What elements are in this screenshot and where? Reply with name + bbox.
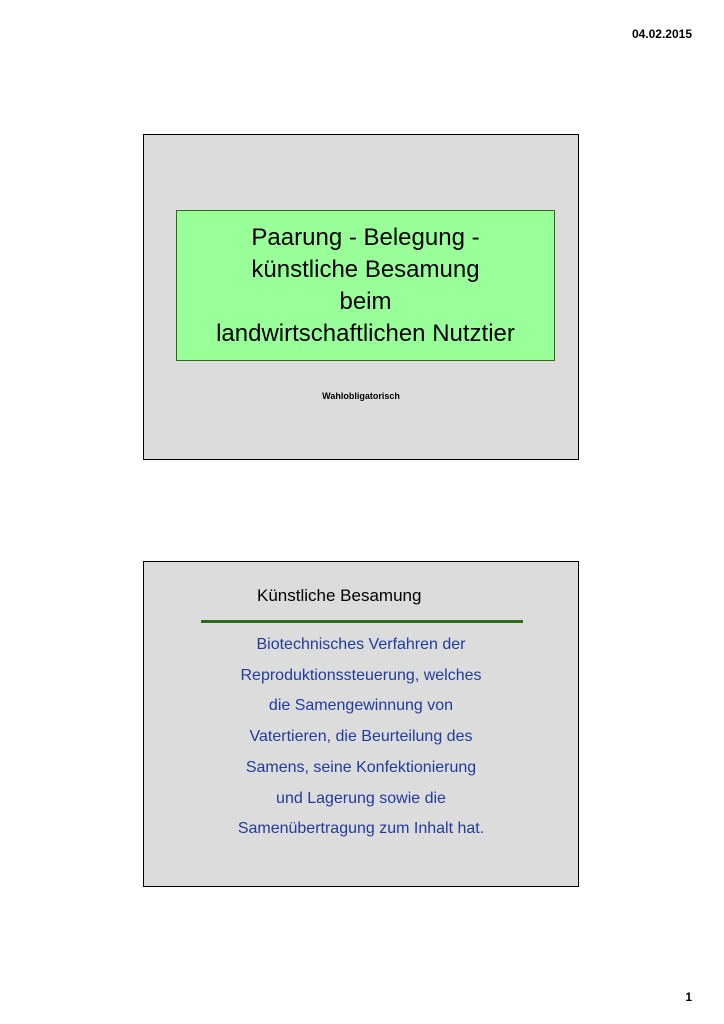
slide-subtitle: Wahlobligatorisch xyxy=(322,391,400,401)
slide-heading: Künstliche Besamung xyxy=(257,586,422,605)
page-number: 1 xyxy=(685,990,692,1004)
title-line: künstliche Besamung xyxy=(251,255,480,283)
heading-divider xyxy=(201,620,523,623)
definition-text xyxy=(144,630,578,845)
definition-line: Samenübertragung zum Inhalt hat. xyxy=(237,820,485,838)
definition-line: Vatertieren, die Beurteilung des xyxy=(249,728,473,746)
definition-line: die Samengewinnung von xyxy=(268,697,454,715)
definition-line: und Lagerung sowie die xyxy=(276,789,446,807)
slide-definition xyxy=(143,561,579,887)
definition-line: Biotechnisches Verfahren der xyxy=(256,636,466,653)
title-line: landwirtschaftlichen Nutztier xyxy=(216,319,515,347)
title-box xyxy=(176,210,555,361)
definition-line: Samens, seine Konfektionierung xyxy=(245,758,477,776)
header-date: 04.02.2015 xyxy=(631,27,692,41)
definition-line: Reproduktionssteuerung, welches xyxy=(240,666,482,684)
slide-title xyxy=(143,134,579,460)
title-line: Paarung - Belegung - xyxy=(251,223,480,251)
title-line: beim xyxy=(339,287,392,315)
